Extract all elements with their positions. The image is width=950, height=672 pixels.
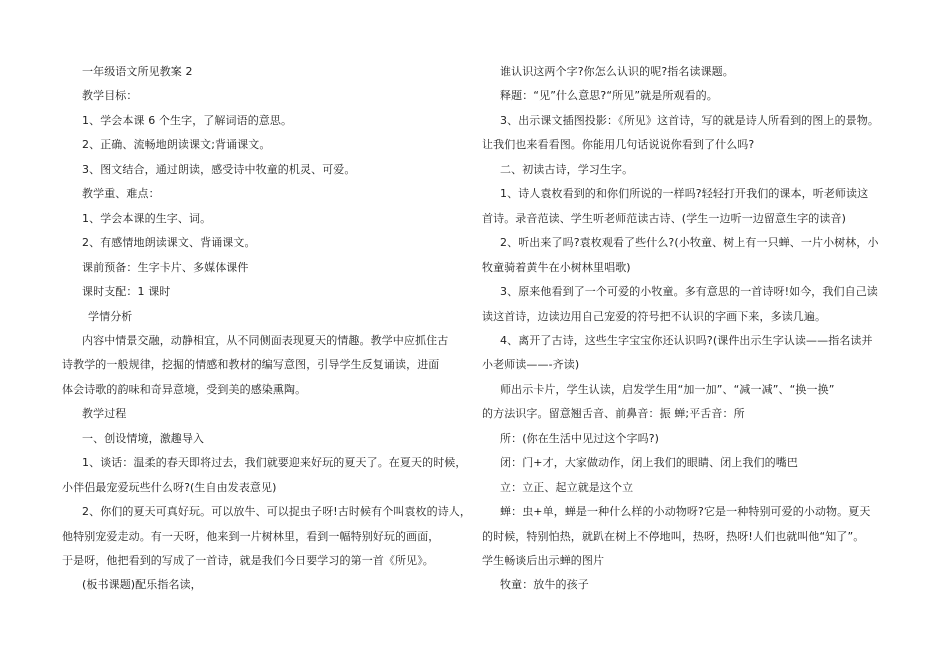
text-line: 教学过程 xyxy=(82,407,127,421)
text-line: 4、离开了古诗，这些生字宝宝你还认识吗?(课件出示生字认读——指名读并 xyxy=(500,333,873,347)
text-line: 1、学会本课 6 个生字，了解词语的意思。 xyxy=(82,113,293,127)
text-line: 3、图文结合，通过朗读，感受诗中牧童的机灵、可爱。 xyxy=(82,162,356,176)
text-line: 蝉：虫+单，蝉是一种什么样的小动物呀?它是一种特别可爱的小动物。夏天 xyxy=(500,505,871,519)
text-line: 的方法识字。留意翘舌音、前鼻音：振 蝉;平舌音：所 xyxy=(482,407,745,421)
text-line: 一年级语文所见教案 2 xyxy=(82,65,193,78)
text-line: 课前预备：生字卡片、多媒体课件 xyxy=(82,260,249,274)
text-line: 闭：门+才，大家做动作，闭上我们的眼睛、闭上我们的嘴巴 xyxy=(500,456,798,470)
text-line: 学情分析 xyxy=(88,309,133,323)
text-line: 牧童：放牛的孩子 xyxy=(500,578,589,592)
text-line: 2、有感情地朗读课文、背诵课文。 xyxy=(82,236,256,250)
text-line: 课时支配：1 课时 xyxy=(82,285,171,299)
text-line: 读这首诗，边读边用自己宠爱的符号把不认识的字画下来，多读几遍。 xyxy=(482,309,827,323)
text-line: 2、你们的夏天可真好玩。可以放牛、可以捉虫子呀!古时候有个叫袁枚的诗人， xyxy=(82,505,472,519)
text-line: 牧童骑着黄牛在小树林里唱歌) xyxy=(482,260,631,274)
text-line: 3、原来他看到了一个可爱的小牧童。多有意思的一首诗呀!如今，我们自己读 xyxy=(500,285,878,299)
text-line: 3、出示课文插图投影：《所见》这首诗，写的就是诗人所看到的图上的景物。 xyxy=(500,113,879,127)
text-line: 教学重、难点： xyxy=(82,187,160,201)
text-line: 2、正确、流畅地朗读课文;背诵课文。 xyxy=(82,138,271,152)
text-line: (板书课题)配乐指名读， xyxy=(82,578,202,592)
text-line: 的时候，特别怕热，就趴在树上不停地叫，热呀，热呀!人们也就叫他“知了”。 xyxy=(482,529,865,543)
text-line: 教学目标： xyxy=(82,89,138,103)
text-line: 首诗。录音范读、学生听老师范读古诗、(学生一边听一边留意生字的读音) xyxy=(482,211,846,225)
text-line: 诗教学的一般规律，挖掘的情感和教材的编写意图，引导学生反复诵读，进面 xyxy=(62,358,440,372)
text-line: 二、初读古诗，学习生字。 xyxy=(500,162,634,176)
text-line: 1、谈话：温柔的春天即将过去，我们就要迎来好玩的夏天了。在夏天的时候， xyxy=(82,456,467,470)
text-line: 他特别宠爱走动。有一天呀，他来到一片树林里，看到一幅特别好玩的画面， xyxy=(62,529,440,543)
text-line: 1、诗人袁枚看到的和你们所说的一样吗?轻轻打开我们的课本，听老师读这 xyxy=(500,187,869,201)
text-line: 内容中情景交融，动静相宜，从不同侧面表现夏天的情趣。教学中应抓住古 xyxy=(82,333,449,347)
text-line: 让我们也来看看图。你能用几句话说说你看到了什么吗? xyxy=(482,138,755,152)
text-line: 所：(你在生活中见过这个字吗?) xyxy=(500,431,660,445)
text-line: 1、学会本课的生字、词。 xyxy=(82,211,212,225)
text-line: 立：立正、起立就是这个立 xyxy=(500,480,634,494)
text-line: 师出示卡片，学生认读，启发学生用“加一加”、“减一减”、“换一换” xyxy=(500,382,835,396)
text-line: 一、创设情境，激趣导入 xyxy=(82,431,205,445)
text-line: 体会诗歌的韵味和奇异意境，受到美的感染熏陶。 xyxy=(62,382,307,396)
text-line: 于是呀，他把看到的写成了一首诗，就是我们今日要学习的第一首《所见》。 xyxy=(62,554,434,567)
text-line: 学生畅谈后出示蝉的图片 xyxy=(482,554,605,567)
text-line: 谁认识这两个字?你怎么认识的呢?指名读课题。 xyxy=(500,65,734,78)
text-line: 2、听出来了吗?袁枚观看了些什么?(小牧童、树上有一只蝉、一片小树林，小 xyxy=(500,236,879,250)
text-line: 释题：“见”什么意思?“所见”就是所观看的。 xyxy=(500,89,718,103)
text-line: 小老师读——-齐读) xyxy=(482,358,580,372)
text-line: 小伴侣最宠爱玩些什么呀?(生自由发表意见) xyxy=(62,480,277,494)
